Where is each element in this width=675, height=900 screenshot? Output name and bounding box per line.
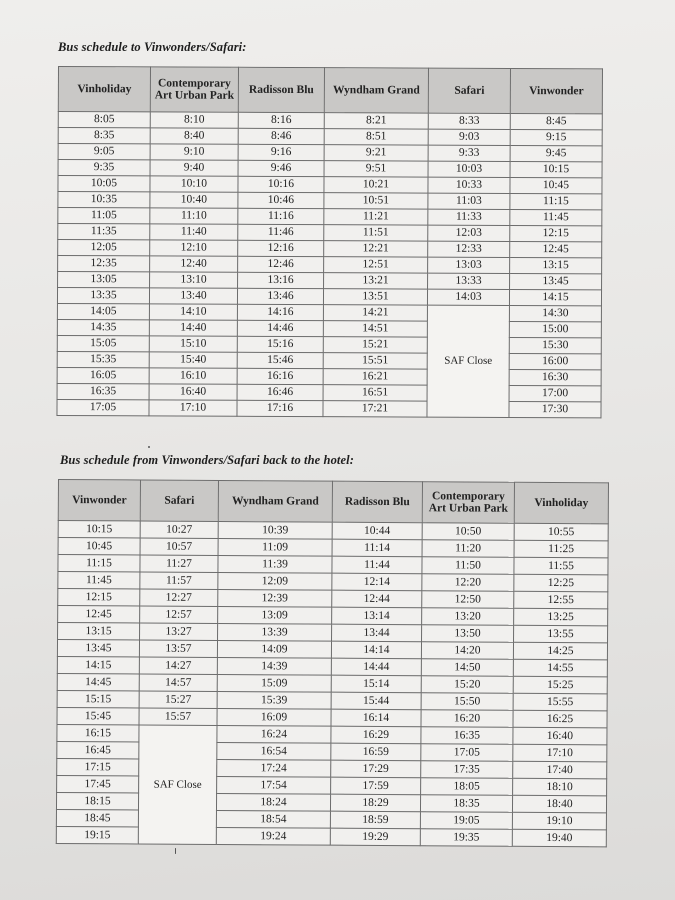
time-cell-vinholiday: 14:55 <box>513 659 607 677</box>
time-cell-contemporary-art-urban-park: 13:10 <box>150 272 238 288</box>
header-row <box>58 67 602 114</box>
time-cell-radisson-blu: 12:44 <box>332 590 422 608</box>
time-cell-radisson-blu: 13:46 <box>237 288 323 304</box>
time-cell-safari: 10:57 <box>140 538 218 555</box>
time-cell-radisson-blu: 10:44 <box>332 522 422 540</box>
outbound-schedule-title: Bus schedule to Vinwonders/Safari: <box>58 40 247 54</box>
time-cell-contemporary-art-urban-park: 13:40 <box>149 288 237 304</box>
time-cell-safari: 8:33 <box>428 113 510 129</box>
time-cell-safari: 11:33 <box>428 209 510 225</box>
time-cell-vinwonder: 9:15 <box>510 129 602 145</box>
time-cell-vinholiday: 15:55 <box>513 693 607 711</box>
time-cell-vinwonder: 11:15 <box>510 193 602 209</box>
time-cell-radisson-blu: 15:14 <box>331 675 421 693</box>
time-cell-vinwonder: 15:45 <box>57 707 139 725</box>
time-cell-contemporary-art-urban-park: 14:20 <box>421 642 513 660</box>
time-cell-vinwonder: 12:15 <box>510 225 602 241</box>
time-cell-vinholiday: 19:10 <box>512 812 606 830</box>
time-cell-contemporary-art-urban-park: 11:50 <box>422 557 514 575</box>
time-cell-vinwonder: 14:45 <box>57 673 139 691</box>
time-cell-contemporary-art-urban-park: 19:35 <box>420 829 512 847</box>
time-cell-radisson-blu: 9:46 <box>238 160 324 176</box>
time-cell-radisson-blu: 9:16 <box>238 144 324 160</box>
time-cell-radisson-blu: 15:16 <box>237 336 323 352</box>
time-cell-radisson-blu: 17:16 <box>237 400 323 416</box>
time-cell-vinholiday: 15:05 <box>57 335 149 351</box>
time-cell-vinwonder: 13:45 <box>57 640 139 658</box>
time-cell-contemporary-art-urban-park: 16:20 <box>421 710 513 728</box>
time-cell-vinholiday: 15:25 <box>513 676 607 694</box>
time-cell-vinholiday: 13:25 <box>514 608 608 626</box>
time-cell-radisson-blu: 10:46 <box>238 192 324 208</box>
column-header-contemporary-art-urban-park: Contemporary Art Urban Park <box>150 67 238 112</box>
time-cell-vinwonder: 12:15 <box>58 589 140 607</box>
time-cell-radisson-blu: 15:44 <box>331 692 421 710</box>
time-cell-vinwonder: 18:15 <box>56 792 138 810</box>
time-cell-wyndham-grand: 8:21 <box>324 113 428 129</box>
time-cell-vinwonder: 16:00 <box>509 353 601 369</box>
time-cell-safari: 11:27 <box>140 555 218 572</box>
time-cell-vinwonder: 13:15 <box>510 257 602 273</box>
time-cell-safari: 13:03 <box>428 257 510 273</box>
outbound-schedule-header <box>58 67 602 114</box>
time-cell-contemporary-art-urban-park: 11:10 <box>150 208 238 224</box>
time-cell-radisson-blu: 15:46 <box>237 352 323 368</box>
return-schedule-header <box>58 480 608 524</box>
time-cell-contemporary-art-urban-park: 14:10 <box>149 304 237 320</box>
time-cell-vinholiday: 12:25 <box>514 574 608 592</box>
time-cell-vinwonder: 8:45 <box>510 113 602 129</box>
time-cell-vinwonder: 15:15 <box>57 690 139 708</box>
time-cell-contemporary-art-urban-park: 10:50 <box>422 523 514 541</box>
time-cell-vinholiday: 17:10 <box>513 744 607 762</box>
time-cell-contemporary-art-urban-park: 10:40 <box>150 192 238 208</box>
time-cell-wyndham-grand: 16:24 <box>217 725 331 743</box>
time-cell-wyndham-grand: 11:21 <box>324 209 428 225</box>
ink-speck <box>148 446 150 448</box>
time-cell-vinwonder: 10:45 <box>58 538 140 556</box>
time-cell-wyndham-grand: 8:51 <box>324 129 428 145</box>
time-cell-vinholiday: 15:35 <box>57 351 149 367</box>
time-cell-safari: 15:27 <box>139 691 217 708</box>
time-cell-contemporary-art-urban-park: 13:20 <box>422 608 514 626</box>
time-cell-vinholiday: 10:55 <box>514 523 608 541</box>
time-cell-safari: 14:03 <box>427 289 509 305</box>
time-cell-vinwonder: 11:15 <box>58 555 140 573</box>
time-cell-vinholiday: 10:05 <box>58 176 150 192</box>
time-cell-vinholiday: 16:40 <box>513 727 607 745</box>
time-cell-vinholiday: 16:25 <box>513 710 607 728</box>
time-cell-vinholiday: 17:40 <box>513 761 607 779</box>
time-cell-vinwonder: 11:45 <box>510 209 602 225</box>
time-cell-vinwonder: 17:30 <box>509 401 601 417</box>
time-cell-radisson-blu: 16:16 <box>237 368 323 384</box>
time-cell-contemporary-art-urban-park: 11:20 <box>422 540 514 558</box>
time-cell-safari: 15:57 <box>139 708 217 725</box>
time-cell-radisson-blu: 13:16 <box>238 272 324 288</box>
time-cell-wyndham-grand: 9:51 <box>324 161 428 177</box>
time-cell-wyndham-grand: 16:54 <box>217 742 331 760</box>
time-cell-contemporary-art-urban-park: 16:10 <box>149 368 237 384</box>
time-cell-contemporary-art-urban-park: 10:10 <box>150 176 238 192</box>
time-cell-contemporary-art-urban-park: 13:50 <box>422 625 514 643</box>
time-cell-radisson-blu: 16:46 <box>237 384 323 400</box>
safari-closed-cell: SAF Close <box>138 725 217 844</box>
time-cell-vinholiday: 14:25 <box>513 642 607 660</box>
time-cell-wyndham-grand: 11:09 <box>218 538 332 556</box>
time-cell-wyndham-grand: 18:24 <box>216 793 330 811</box>
time-cell-vinwonder: 11:45 <box>58 572 140 590</box>
time-cell-vinholiday: 16:05 <box>57 367 149 383</box>
time-cell-vinholiday: 8:35 <box>58 128 150 144</box>
time-cell-wyndham-grand: 17:24 <box>217 759 331 777</box>
time-cell-safari: 9:33 <box>428 145 510 161</box>
time-cell-safari: 14:27 <box>139 657 217 674</box>
time-cell-vinwonder: 10:15 <box>58 521 140 539</box>
time-cell-wyndham-grand: 14:39 <box>217 657 331 675</box>
time-cell-contemporary-art-urban-park: 17:10 <box>149 400 237 416</box>
time-cell-contemporary-art-urban-park: 19:05 <box>420 812 512 830</box>
time-cell-vinwonder: 18:45 <box>56 809 138 827</box>
time-cell-vinholiday: 13:05 <box>58 272 150 288</box>
time-cell-wyndham-grand: 15:51 <box>323 353 427 369</box>
time-cell-wyndham-grand: 16:09 <box>217 708 331 726</box>
time-cell-radisson-blu: 11:46 <box>238 224 324 240</box>
time-cell-vinholiday: 19:40 <box>512 829 606 847</box>
time-cell-vinwonder: 15:00 <box>509 321 601 337</box>
time-cell-vinholiday: 13:35 <box>57 288 149 304</box>
time-cell-vinholiday: 13:55 <box>514 625 608 643</box>
time-cell-wyndham-grand: 9:21 <box>324 145 428 161</box>
time-cell-radisson-blu: 13:14 <box>332 607 422 625</box>
time-cell-safari: 10:03 <box>428 161 510 177</box>
column-header-vinwonder: Vinwonder <box>510 68 602 113</box>
time-cell-contemporary-art-urban-park: 12:50 <box>422 591 514 609</box>
time-cell-contemporary-art-urban-park: 15:50 <box>421 693 513 711</box>
time-cell-vinwonder: 17:15 <box>57 758 139 776</box>
time-cell-vinholiday: 11:55 <box>514 557 608 575</box>
time-cell-vinwonder: 10:15 <box>510 161 602 177</box>
time-cell-contemporary-art-urban-park: 17:35 <box>421 761 513 779</box>
time-cell-contemporary-art-urban-park: 8:40 <box>150 128 238 144</box>
time-cell-vinwonder: 10:45 <box>510 177 602 193</box>
time-cell-wyndham-grand: 10:21 <box>324 177 428 193</box>
time-cell-vinwonder: 14:30 <box>509 305 601 321</box>
time-cell-contemporary-art-urban-park: 14:40 <box>149 320 237 336</box>
time-cell-safari: 11:57 <box>140 572 218 589</box>
time-cell-contemporary-art-urban-park: 8:10 <box>150 112 238 128</box>
time-cell-wyndham-grand: 13:21 <box>324 273 428 289</box>
time-cell-vinwonder: 14:15 <box>509 289 601 305</box>
time-cell-contemporary-art-urban-park: 9:40 <box>150 160 238 176</box>
column-header-wyndham-grand: Wyndham Grand <box>218 480 332 522</box>
time-cell-radisson-blu: 14:44 <box>331 658 421 676</box>
time-cell-vinwonder: 13:15 <box>58 623 140 641</box>
time-cell-safari: 12:27 <box>140 589 218 606</box>
time-cell-wyndham-grand: 12:09 <box>218 572 332 590</box>
time-cell-wyndham-grand: 12:21 <box>324 241 428 257</box>
time-cell-contemporary-art-urban-park: 12:40 <box>150 256 238 272</box>
time-cell-radisson-blu: 16:29 <box>331 726 421 744</box>
time-cell-vinholiday: 12:35 <box>58 256 150 272</box>
time-cell-wyndham-grand: 13:51 <box>323 289 427 305</box>
time-cell-radisson-blu: 17:29 <box>331 760 421 778</box>
time-cell-safari: 13:33 <box>428 273 510 289</box>
column-header-vinholiday: Vinholiday <box>58 67 150 112</box>
time-cell-contemporary-art-urban-park: 16:40 <box>149 384 237 400</box>
time-cell-radisson-blu: 18:59 <box>330 811 420 829</box>
time-cell-vinholiday: 18:10 <box>513 778 607 796</box>
time-cell-vinholiday: 9:05 <box>58 144 150 160</box>
table-row <box>57 399 601 417</box>
table-row <box>57 724 607 744</box>
return-schedule-body <box>56 521 608 847</box>
time-cell-vinholiday: 12:55 <box>514 591 608 609</box>
time-cell-radisson-blu: 13:44 <box>332 624 422 642</box>
time-cell-contemporary-art-urban-park: 15:40 <box>149 352 237 368</box>
time-cell-radisson-blu: 8:46 <box>238 128 324 144</box>
time-cell-radisson-blu: 16:14 <box>331 709 421 727</box>
time-cell-wyndham-grand: 18:54 <box>216 810 330 828</box>
time-cell-vinholiday: 11:05 <box>58 208 150 224</box>
safari-closed-cell: SAF Close <box>427 305 509 417</box>
time-cell-radisson-blu: 12:14 <box>332 573 422 591</box>
return-schedule-title: Bus schedule from Vinwonders/Safari back to the hotel: <box>60 453 354 467</box>
time-cell-radisson-blu: 11:14 <box>332 539 422 557</box>
time-cell-safari: 10:33 <box>428 177 510 193</box>
time-cell-wyndham-grand: 11:39 <box>218 555 332 573</box>
time-cell-wyndham-grand: 13:09 <box>218 606 332 624</box>
time-cell-contemporary-art-urban-park: 18:35 <box>420 795 512 813</box>
time-cell-wyndham-grand: 16:51 <box>323 385 427 401</box>
time-cell-wyndham-grand: 14:21 <box>323 305 427 321</box>
outbound-schedule-body <box>57 112 602 418</box>
time-cell-vinholiday: 11:25 <box>514 540 608 558</box>
time-cell-vinwonder: 14:15 <box>57 656 139 674</box>
time-cell-safari: 11:03 <box>428 193 510 209</box>
time-cell-contemporary-art-urban-park: 9:10 <box>150 144 238 160</box>
time-cell-wyndham-grand: 15:09 <box>217 674 331 692</box>
time-cell-wyndham-grand: 17:21 <box>323 401 427 417</box>
time-cell-contemporary-art-urban-park: 16:35 <box>421 727 513 745</box>
time-cell-wyndham-grand: 14:09 <box>217 640 331 658</box>
time-cell-wyndham-grand: 15:39 <box>217 691 331 709</box>
time-cell-radisson-blu: 12:16 <box>238 240 324 256</box>
time-cell-vinholiday: 14:35 <box>57 319 149 335</box>
column-header-wyndham-grand: Wyndham Grand <box>324 68 428 113</box>
time-cell-radisson-blu: 16:59 <box>331 743 421 761</box>
time-cell-vinholiday: 17:05 <box>57 399 149 415</box>
time-cell-wyndham-grand: 17:54 <box>217 776 331 794</box>
time-cell-wyndham-grand: 19:24 <box>216 827 330 845</box>
time-cell-radisson-blu: 10:16 <box>238 176 324 192</box>
time-cell-vinholiday: 8:05 <box>58 112 150 128</box>
time-cell-safari: 13:27 <box>140 623 218 640</box>
time-cell-vinwonder: 17:45 <box>57 775 139 793</box>
time-cell-safari: 12:03 <box>428 225 510 241</box>
column-header-contemporary-art-urban-park: Contemporary Art Urban Park <box>422 482 514 524</box>
time-cell-safari: 14:57 <box>139 674 217 691</box>
time-cell-radisson-blu: 17:59 <box>331 777 421 795</box>
time-cell-radisson-blu: 8:16 <box>238 112 324 128</box>
time-cell-vinwonder: 9:45 <box>510 145 602 161</box>
time-cell-vinholiday: 9:35 <box>58 160 150 176</box>
time-cell-safari: 12:57 <box>140 606 218 623</box>
column-header-radisson-blu: Radisson Blu <box>332 481 422 523</box>
time-cell-radisson-blu: 14:16 <box>237 304 323 320</box>
time-cell-radisson-blu: 11:44 <box>332 556 422 574</box>
time-cell-wyndham-grand: 12:51 <box>324 257 428 273</box>
time-cell-vinwonder: 13:45 <box>510 273 602 289</box>
time-cell-contemporary-art-urban-park: 18:05 <box>421 778 513 796</box>
time-cell-vinholiday: 16:35 <box>57 383 149 399</box>
time-cell-vinwonder: 12:45 <box>510 241 602 257</box>
time-cell-radisson-blu: 19:29 <box>330 828 420 846</box>
time-cell-safari: 9:03 <box>428 129 510 145</box>
time-cell-wyndham-grand: 11:51 <box>324 225 428 241</box>
time-cell-radisson-blu: 12:46 <box>238 256 324 272</box>
time-cell-vinholiday: 11:35 <box>58 224 150 240</box>
time-cell-vinwonder: 12:45 <box>58 606 140 624</box>
time-cell-vinholiday: 10:35 <box>58 192 150 208</box>
time-cell-vinwonder: 16:30 <box>509 369 601 385</box>
time-cell-contemporary-art-urban-park: 12:20 <box>422 574 514 592</box>
time-cell-wyndham-grand: 14:51 <box>323 321 427 337</box>
time-cell-wyndham-grand: 10:39 <box>218 521 332 539</box>
time-cell-vinholiday: 14:05 <box>57 303 149 319</box>
time-cell-contemporary-art-urban-park: 17:05 <box>421 744 513 762</box>
time-cell-safari: 13:57 <box>139 640 217 657</box>
column-header-safari: Safari <box>140 480 218 521</box>
time-cell-wyndham-grand: 16:21 <box>323 369 427 385</box>
time-cell-wyndham-grand: 12:39 <box>218 589 332 607</box>
time-cell-vinwonder: 16:15 <box>57 724 139 742</box>
column-header-vinwonder: Vinwonder <box>58 480 140 522</box>
time-cell-contemporary-art-urban-park: 12:10 <box>150 240 238 256</box>
column-header-radisson-blu: Radisson Blu <box>238 67 324 112</box>
time-cell-safari: 10:27 <box>140 521 218 538</box>
time-cell-wyndham-grand: 13:39 <box>218 623 332 641</box>
time-cell-wyndham-grand: 10:51 <box>324 193 428 209</box>
time-cell-vinwonder: 19:15 <box>56 826 138 844</box>
time-cell-vinwonder: 16:45 <box>57 741 139 759</box>
time-cell-vinholiday: 12:05 <box>58 240 150 256</box>
time-cell-vinwonder: 15:30 <box>509 337 601 353</box>
time-cell-vinwonder: 17:00 <box>509 385 601 401</box>
time-cell-radisson-blu: 11:16 <box>238 208 324 224</box>
outbound-schedule-table <box>56 66 603 418</box>
ink-speck <box>175 848 176 854</box>
time-cell-radisson-blu: 18:29 <box>330 794 420 812</box>
time-cell-wyndham-grand: 15:21 <box>323 337 427 353</box>
column-header-safari: Safari <box>428 68 510 113</box>
time-cell-radisson-blu: 14:46 <box>237 320 323 336</box>
time-cell-contemporary-art-urban-park: 15:20 <box>421 676 513 694</box>
time-cell-contemporary-art-urban-park: 15:10 <box>149 336 237 352</box>
column-header-vinholiday: Vinholiday <box>514 482 608 524</box>
time-cell-vinholiday: 18:40 <box>512 795 606 813</box>
time-cell-contemporary-art-urban-park: 11:40 <box>150 224 238 240</box>
time-cell-contemporary-art-urban-park: 14:50 <box>421 659 513 677</box>
time-cell-radisson-blu: 14:14 <box>331 641 421 659</box>
time-cell-safari: 12:33 <box>428 241 510 257</box>
return-schedule-table <box>56 479 609 847</box>
header-row <box>58 480 608 524</box>
